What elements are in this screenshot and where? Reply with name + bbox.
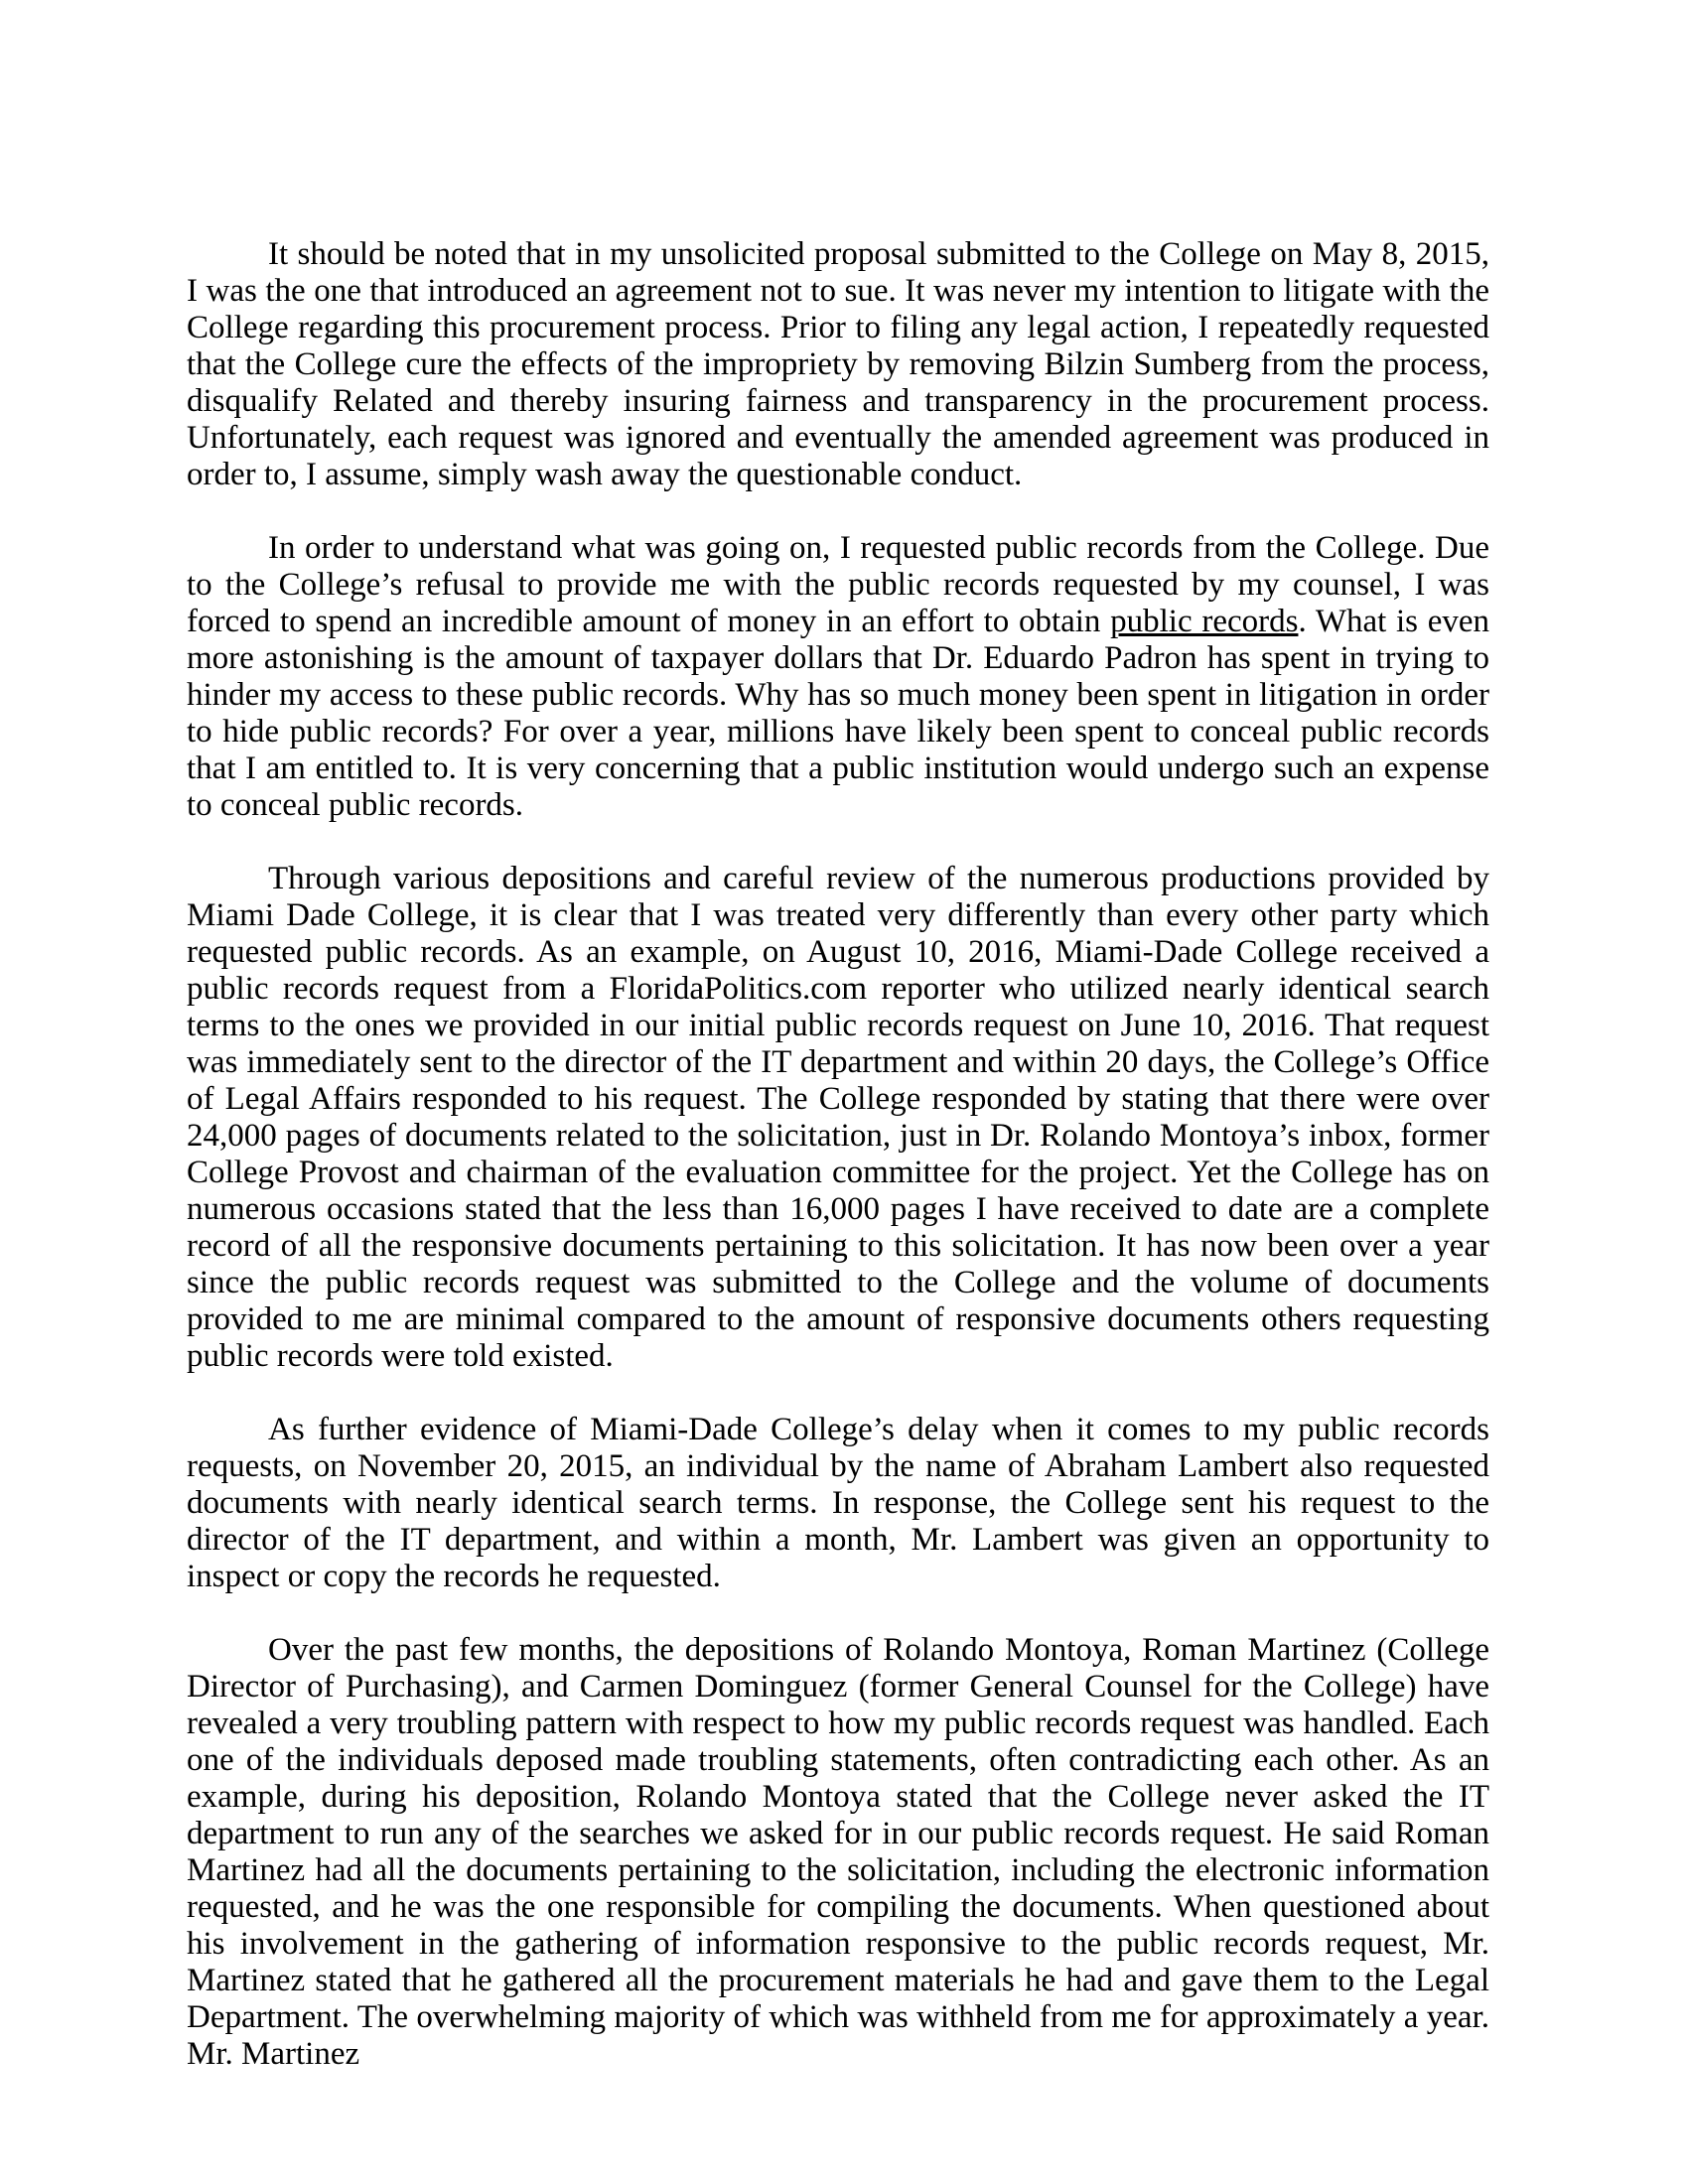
- paragraph-recent-depositions: Over the past few months, the depositions of Rolando Montoya, Roman Martinez (College Director of Purchasing), and Carmen Dominguez (former General Counsel for the College) have revealed a very troubling pattern with respect to how my public records request was handled. Each one of the individuals deposed made troubling statements, often contradicting each other. As an example, during his deposition, Rolando Montoya stated that the College never asked the IT department to run any of the searches we asked for in our public records request. He said Roman Martinez had all the documents pertaining to the solicitation, including the electronic information requested, and he was the one responsible for compiling the documents. When questioned about his involvement in the gathering of information responsive to the public records request, Mr. Martinez stated that he gathered all the procurement materials he had and gave them to the Legal Department. The overwhelming majority of which was withheld from me for approximately a year. Mr. Martinez: [187, 1632, 1489, 2072]
- paragraph-abraham-lambert: As further evidence of Miami-Dade College’s delay when it comes to my public records requests, on November 20, 2015, an individual by the name of Abraham Lambert also requested documents with nearly identical search terms. In response, the College sent his request to the director of the IT department, and within a month, Mr. Lambert was given an opportunity to inspect or copy the records he requested.: [187, 1412, 1489, 1594]
- paragraph-depositions-review: Through various depositions and careful review of the numerous productions provided by Miami Dade College, it is clear that I was treated very differently than every other party which requested public records. As an example, on August 10, 2016, Miami-Dade College received a public records request from a FloridaPolitics.com reporter who utilized nearly identical search terms to the ones we provided in our initial public records request on June 10, 2016. That request was immediately sent to the director of the IT department and within 20 days, the College’s Office of Legal Affairs responded to his request. The College responded by stating that there were over 24,000 pages of documents related to the solicitation, just in Dr. Rolando Montoya’s inbox, former College Provost and chairman of the evaluation committee for the project. Yet the College has on numerous occasions stated that the less than 16,000 pages I have received to date are a complete record of all the responsive documents pertaining to this solicitation. It has now been over a year since the public records request was submitted to the College and the volume of documents provided to me are minimal compared to the amount of responsive documents others requesting public records were told existed.: [187, 861, 1489, 1374]
- document-text-block: [187, 236, 1489, 2073]
- paragraph-2-text-after-underline: . What is even more astonishing is the amount of taxpayer dollars that Dr. Eduardo Padron has spent in trying to hinder my access to these public records. Why has so much money been spent in litigation in order to hide public records? For over a year, millions have likely been spent to conceal public records that I am entitled to. It is very concerning that a public institution would undergo such an expense to conceal public records.: [187, 604, 1489, 823]
- paragraph-unsolicited-proposal: It should be noted that in my unsolicited proposal submitted to the College on May 8, 2015, I was the one that introduced an agreement not to sue. It was never my intention to litigate with the College regarding this procurement process. Prior to filing any legal action, I repeatedly requested that the College cure the effects of the impropriety by removing Bilzin Sumberg from the process, disqualify Related and thereby insuring fairness and transparency in the procurement process. Unfortunately, each request was ignored and eventually the amended agreement was produced in order to, I assume, simply wash away the questionable conduct.: [187, 236, 1489, 492]
- paragraph-public-records-request: [187, 530, 1489, 824]
- paragraph-2-text-before-underline: In order to understand what was going on, I requested public records from the College. Due to the College’s refusal to provide me with the public records requested by my counsel, I was forced to spend an incredible amount of money in an effort to obtain: [187, 530, 1489, 639]
- underlined-text-public-records: public records: [1110, 604, 1299, 639]
